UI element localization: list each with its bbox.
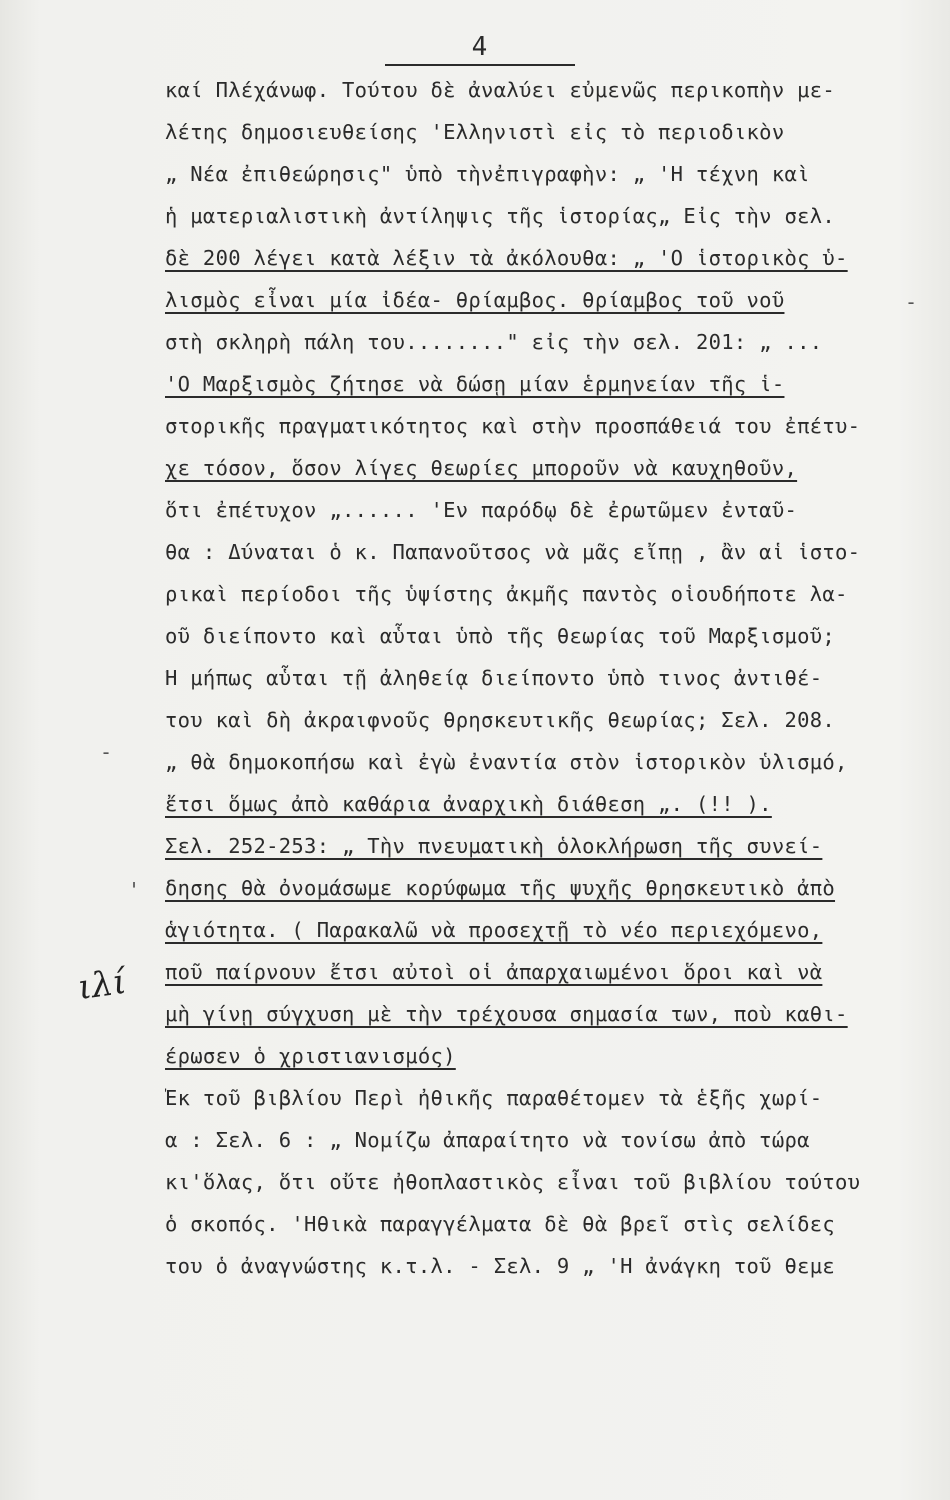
text-line-9: στορικῆς πραγματικότητος καὶ στὴν προσπάθειά του ἐπέτυ- [165, 414, 861, 438]
text-line-26: α : Σελ. 6 : „ Νομίζω ἀπαραίτητο νὰ τονίσω ἀπὸ τώρα [165, 1128, 810, 1152]
text-line-29: του ὁ ἀναγνώστης κ.τ.λ. - Σελ. 9 „ 'Η ἀνάγκη τοῦ θεμε [165, 1254, 836, 1278]
text-line-23: μὴ γίνῃ σύγχυση μὲ τὴν τρέχουσα σημασία των, ποὺ καθι- [165, 1002, 848, 1026]
text-line-7: στὴ σκληρὴ πάλη του........" εἰς τὴν σελ. 201: „ ... [165, 330, 823, 354]
text-line-24: έρωσεν ὁ χριστιανισμός) [165, 1044, 456, 1068]
text-line-16: του καὶ δὴ ἀκραιφνοῦς θρησκευτικῆς θεωρίας; Σελ. 208. [165, 708, 836, 732]
text-line-8: 'Ο Μαρξισμὸς ζήτησε νὰ δώσῃ μίαν ἑρμηνείαν τῆς ἱ- [165, 372, 785, 396]
text-line-27: κι'ὅλας, ὅτι οὔτε ἠθοπλαστικὸς εἶναι τοῦ βιβλίου τούτου [165, 1170, 861, 1194]
text-line-21: ἁγιότητα. ( Παρακαλῶ νὰ προσεχτῇ τὸ νέο περιεχόμενο, [165, 918, 823, 942]
text-line-18: ἔτσι ὅμως ἀπὸ καθάρια ἀναρχικὴ διάθεση „. (!! ). [165, 792, 772, 816]
margin-dash: - [100, 740, 113, 764]
text-line-12: θα : Δύναται ὁ κ. Παπανοῦτσος νὰ μᾶς εἴπῃ , ἂν αἱ ἱστο- [165, 540, 861, 564]
text-line-5: δὲ 200 λέγει κατὰ λέξιν τὰ ἀκόλουθα: „ 'Ο ἱστορικὸς ὑ- [165, 246, 848, 270]
text-line-22: ποῦ παίρνουν ἔτσι αὐτοὶ οἱ ἀπαρχαιωμένοι ὅροι καὶ νὰ [165, 960, 823, 984]
text-line-2: λέτης δημοσιευθείσης 'Ελληνιστὶ εἰς τὸ περιοδικὸν [165, 120, 785, 144]
handwritten-margin-note: ιλί [75, 961, 129, 1009]
text-line-17: „ θὰ δημοκοπήσω καὶ ἐγὼ ἐναντία στὸν ἱστορικὸν ὑλισμό, [165, 750, 848, 774]
text-line-1: καί Πλέχάνωφ. Τούτου δὲ ἀναλύει εὐμενῶς περικοπὴν με- [165, 78, 836, 102]
text-line-6: λισμὸς εἶναι μία ἰδέα- θρίαμβος. θρίαμβος τοῦ νοῦ [165, 288, 785, 312]
text-line-15: Ἢ μήπως αὗται τῇ ἀληθείᾳ διείποντο ὑπὸ τινος ἀντιθέ- [165, 666, 823, 690]
text-line-13: ρικαὶ περίοδοι τῆς ὑψίστης ἀκμῆς παντὸς οἱουδήποτε λα- [165, 582, 848, 606]
page-number: 4 [385, 30, 575, 66]
margin-tick: - [905, 290, 918, 314]
text-line-4: ἡ ματεριαλιστικὴ ἀντίληψις τῆς ἱστορίας„ Εἰς τὴν σελ. [165, 204, 836, 228]
text-line-28: ὁ σκοπός. 'Ηθικὰ παραγγέλματα δὲ θὰ βρεῖ στὶς σελίδες [165, 1212, 836, 1236]
text-line-19: Σελ. 252-253: „ Τὴν πνευματικὴ ὁλοκλήρωση τῆς συνεί- [165, 834, 823, 858]
text-line-10: χε τόσον, ὅσον λίγες θεωρίες μποροῦν νὰ καυχηθοῦν, [165, 456, 798, 480]
text-line-25: Ἐκ τοῦ βιβλίου Περὶ ἠθικῆς παραθέτομεν τὰ ἑξῆς χωρί- [165, 1086, 823, 1110]
text-line-20: δησης θὰ ὀνομάσωμε κορύφωμα τῆς ψυχῆς θρησκευτικὸ ἀπὸ [165, 876, 836, 900]
text-line-3: „ Νέα ἐπιθεώρησις" ὑπὸ τὴνἐπιγραφὴν: „ 'Η τέχνη καὶ [165, 162, 810, 186]
text-line-11: ὅτι ἐπέτυχον „...... 'Εν παρόδῳ δὲ ἐρωτῶμεν ἐνταῦ- [165, 498, 798, 522]
text-line-14: οῦ διείποντο καὶ αὗται ὑπὸ τῆς θεωρίας τοῦ Μαρξισμοῦ; [165, 624, 836, 648]
margin-comma: ' [128, 878, 141, 902]
